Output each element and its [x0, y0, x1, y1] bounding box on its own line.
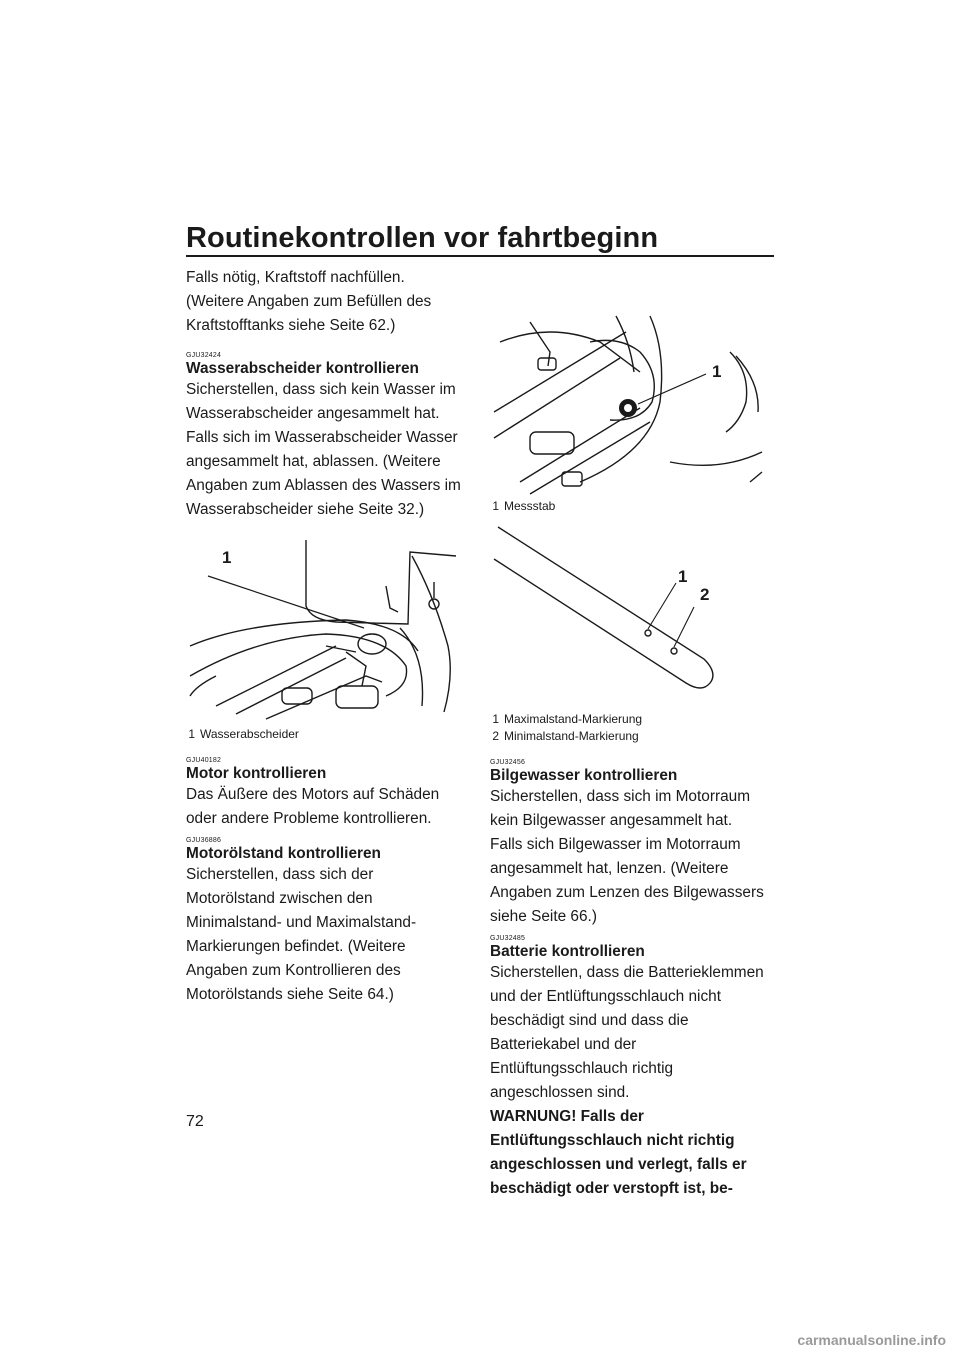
- dipstick-illustration: [490, 523, 768, 693]
- figure-caption: [186, 726, 464, 743]
- callout-2: 2: [700, 585, 710, 604]
- figure-dipstick-location: [490, 312, 768, 515]
- section-heading-engine: Motor kontrollieren: [186, 765, 327, 782]
- battery-text: Sicherstellen, dass die Batterieklemmen und der Entlüftungsschlauch nicht beschädigt sind und dass die Batteriekabel und der Entlüftungsschlauch richtig angeschlossen sind.: [490, 964, 764, 1101]
- section-code: GJU32424: [186, 352, 222, 359]
- page-title: Routinekontrollen vor fahrtbeginn: [186, 222, 659, 254]
- page-number: 72: [186, 1113, 204, 1130]
- callout-1: 1: [678, 567, 688, 586]
- section-code: GJU40182: [186, 757, 222, 764]
- caption-number: 1: [492, 499, 499, 513]
- left-column: [186, 266, 464, 1007]
- figure-caption: [490, 498, 768, 515]
- title-rule: [186, 255, 774, 257]
- section-heading-oil-level: Motorölstand kontrollieren: [186, 845, 381, 862]
- section-heading-battery: Batterie kontrollieren: [490, 943, 645, 960]
- callout-1: 1: [712, 362, 722, 381]
- caption-text: Messstab: [504, 499, 556, 513]
- caption-text: Wasserabscheider: [200, 727, 299, 741]
- section-heading-water-separator: Wasserabscheider kontrollieren: [186, 360, 419, 377]
- figure-caption: [490, 728, 768, 745]
- battery-warning: WARNUNG! Falls der Entlüftungsschlauch nicht richtig angeschlossen und verlegt, falls er beschädigt oder verstopft ist, be-: [490, 1108, 747, 1197]
- section-heading-bilge: Bilgewasser kontrollieren: [490, 767, 678, 784]
- caption-text: Minimalstand-Markierung: [504, 729, 639, 743]
- right-column: [490, 312, 768, 1201]
- intro-text: Falls nötig, Kraftstoff nachfüllen. (Weitere Angaben zum Befüllen des Kraftstofftanks siehe Seite 62.): [186, 269, 432, 334]
- caption-text: Maximalstand-Markierung: [504, 712, 643, 726]
- bilge-text: Sicherstellen, dass sich im Motorraum kein Bilgewasser angesammelt hat. Falls sich Bilgewasser im Motorraum angesammelt hat, lenzen. (Weitere Angaben zum Lenzen des Bilgewassers siehe Seite 66.): [490, 788, 764, 925]
- figure-caption: [490, 711, 768, 728]
- water-separator-text: Sicherstellen, dass sich kein Wasser im Wasserabscheider angesammelt hat. Falls sich im Wasserabscheider Wasser angesammelt hat, ablassen. (Weitere Angaben zum Ablassen des Wassers im Wasserabscheider siehe Seite 32.): [186, 381, 461, 518]
- figure-dipstick-marks: [490, 523, 768, 745]
- callout-1: 1: [222, 548, 232, 567]
- section-code: GJU32456: [490, 759, 526, 766]
- caption-number: 2: [492, 729, 499, 743]
- watermark: carmanualsonline.info: [797, 1332, 946, 1348]
- caption-number: 1: [492, 712, 499, 726]
- engine-text: Das Äußere des Motors auf Schäden oder andere Probleme kontrollieren.: [186, 786, 440, 827]
- dipstick-location-illustration: [490, 312, 768, 498]
- figure-water-separator: [186, 536, 464, 743]
- section-code: GJU32485: [490, 935, 526, 942]
- oil-level-text: Sicherstellen, dass sich der Motorölstand zwischen den Minimalstand- und Maximalstand-Markierungen befindet. (Weitere Angaben zum Kontrollieren des Motorölstands siehe Seite 64.): [186, 866, 417, 1003]
- section-code: GJU36886: [186, 837, 222, 844]
- caption-number: 1: [188, 727, 195, 741]
